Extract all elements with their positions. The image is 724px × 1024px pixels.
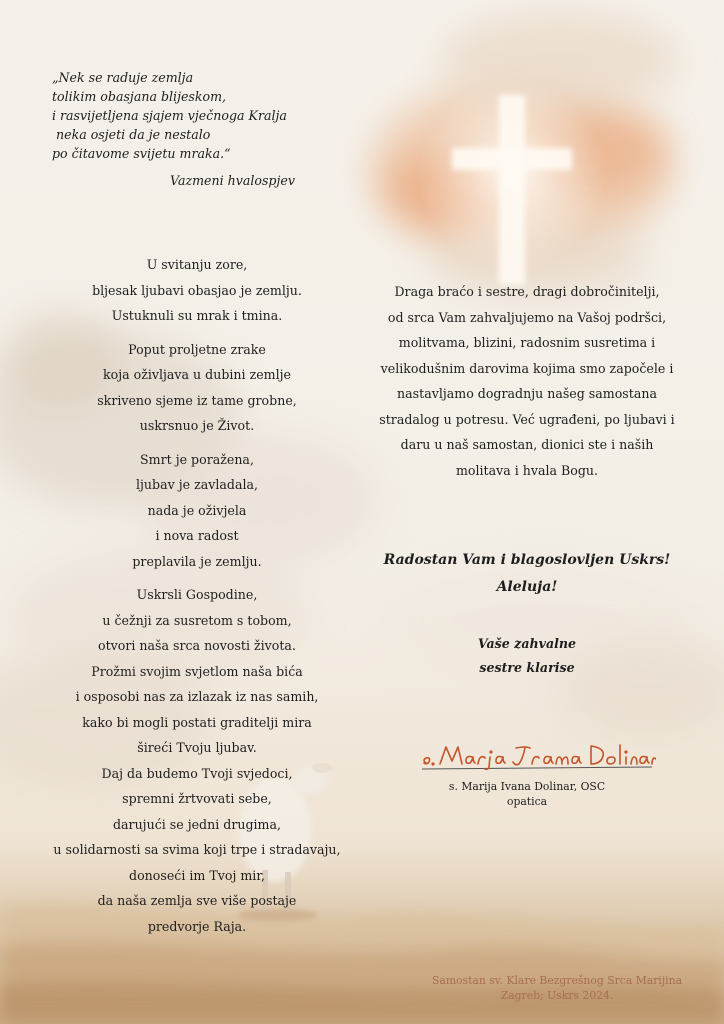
footer-line: Samostan sv. Klare Bezgrešnog Srca Marijina	[431, 974, 683, 987]
poem-line: predvorje Raja.	[147, 918, 247, 934]
poem-line: nada je oživjela	[147, 502, 247, 518]
letter-line: stradalog u potresu. Već ugrađeni, po ljubavi i	[379, 411, 675, 427]
letter-line: nastavljamo dogradnju našeg samostana	[397, 386, 657, 401]
quote-attribution: Vazmeni hvalospjev	[170, 173, 295, 188]
letter-line: molitava i hvala Bogu.	[455, 462, 599, 478]
poem-line: U svitanju zore,	[146, 257, 248, 272]
thank-you-letter	[372, 279, 682, 483]
poem-line: Daj da budemo Tvoji svjedoci,	[101, 765, 293, 781]
poem-line: ljubav je zavladala,	[136, 477, 258, 492]
greeting-line: Aleluja!	[496, 579, 558, 595]
quote-line: tolikim obasjana blijeskom,	[52, 89, 227, 104]
poem-line: darujući se jedni drugima,	[112, 816, 282, 832]
poem-line: u čežnji za susretom s tobom,	[102, 612, 292, 628]
poem-line: Poput proljetne zrake	[128, 341, 266, 357]
poem-line: bljesak ljubavi obasjao je zemlju.	[92, 282, 302, 298]
quote-line: i rasvijetljena sjajem vječnoga Kralja	[52, 108, 287, 123]
closing-line: Vaše zahvalne	[477, 636, 577, 651]
opening-quote	[52, 68, 295, 190]
letter-line: od srca Vam zahvaljujemo na Vašoj podršci,	[387, 309, 667, 325]
easter-greeting	[372, 547, 682, 601]
closing-signoff	[372, 632, 682, 680]
poem-line: uskrsnuo je Život.	[139, 418, 255, 433]
poem-line: donoseći im Tvoj mir,	[129, 867, 265, 883]
poem-line: preplavila je zemlju.	[132, 553, 262, 569]
greeting-line: Radostan Vam i blagoslovljen Uskrs!	[383, 552, 671, 568]
poem-stanza	[20, 252, 374, 329]
poem-line: Prožmi svojim svjetlom naša bića	[91, 663, 303, 679]
poem-line: u solidarnosti sa svima koji trpe i stradavaju,	[53, 842, 341, 857]
quote-line: „Nek se raduje zemlja	[52, 70, 194, 85]
poem-stanza	[20, 337, 374, 439]
poem-line: Ustuknuli su mrak i tmina.	[111, 308, 283, 323]
poem-line: koja oživljava u dubini zemlje	[103, 367, 291, 382]
poem-line: i osposobi nas za izlazak iz nas samih,	[75, 689, 319, 704]
poem-stanza	[20, 582, 374, 939]
poem-line: Uskrsli Gospodine,	[136, 587, 258, 602]
letter-line: daru u naš samostan, dionici ste i naših	[400, 437, 654, 452]
poem-line: otvori naša srca novosti života.	[98, 638, 296, 653]
poem-line: šireći Tvoju ljubav.	[137, 740, 257, 755]
letter-line: molitvama, blizini, radosnim susretima i	[398, 335, 656, 350]
poem-line: Smrt je poražena,	[140, 451, 254, 467]
handwritten-signature	[416, 733, 656, 773]
letter-line: Draga braćo i sestre, dragi dobročinitelji,	[394, 284, 660, 299]
poem-line: i nova radost	[155, 528, 239, 543]
quote-line: po čitavome svijetu mraka.“	[52, 146, 231, 161]
footer-line: Zagreb; Uskrs 2024.	[500, 989, 614, 1002]
signer-name: s. Marija Ivana Dolinar, OSC	[448, 780, 606, 793]
poem-line: kako bi mogli postati graditelji mira	[82, 714, 312, 730]
poem-line: da naša zemlja sve više postaje	[97, 893, 297, 908]
quote-line: neka osjeti da je nestalo	[52, 127, 211, 142]
signer-role: opatica	[506, 795, 548, 808]
letter-line: velikodušnim darovima kojima smo započele i	[380, 360, 674, 376]
poem-stanza	[20, 447, 374, 575]
footer	[400, 973, 714, 1003]
closing-line: sestre klarise	[479, 660, 575, 675]
easter-poem	[20, 252, 374, 947]
poem-line: skriveno sjeme iz tame grobne,	[97, 392, 297, 408]
poem-line: spremni žrtvovati sebe,	[122, 791, 272, 806]
signer-block	[372, 779, 682, 809]
